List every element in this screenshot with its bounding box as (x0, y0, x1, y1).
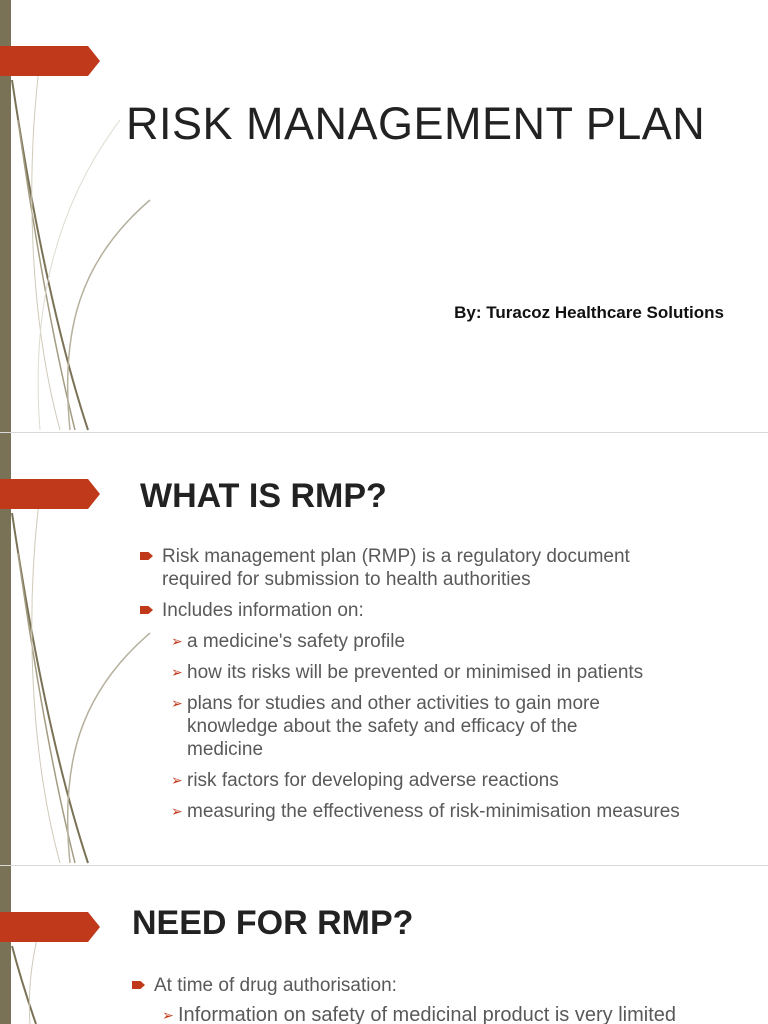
sub-bullet-list (162, 1004, 752, 1024)
list-item: ➢ a medicine's safety profile (171, 630, 731, 653)
slide-heading: NEED FOR RMP? (132, 904, 414, 942)
slide-need-for-rmp (0, 866, 768, 1024)
slide-title (0, 0, 768, 432)
list-item: ➢ risk factors for developing adverse reactions (171, 769, 731, 792)
bullet-list (140, 545, 700, 622)
list-item: ➢ how its risks will be prevented or minimised in patients (171, 661, 731, 684)
slide-heading: WHAT IS RMP? (140, 477, 387, 515)
sub-bullet-list (171, 630, 731, 823)
list-item: Risk management plan (RMP) is a regulatory document required for submission to health authorities (140, 545, 700, 591)
accent-tab (0, 479, 100, 509)
accent-tab (0, 912, 100, 942)
list-item: ➢ Information on safety of medicinal product is very limited (162, 1004, 752, 1024)
list-item: At time of drug authorisation: (132, 974, 732, 997)
curved-lines-decoration (0, 866, 160, 1024)
bullet-list (132, 974, 732, 997)
presentation-title: RISK MANAGEMENT PLAN (126, 98, 706, 149)
slide-what-is-rmp (0, 433, 768, 865)
list-item: ➢ plans for studies and other activities to gain more knowledge about the safety and efficacy of the medicine (171, 692, 657, 761)
author-byline: By: Turacoz Healthcare Solutions (454, 303, 724, 322)
list-item: Includes information on: (140, 599, 700, 622)
accent-tab (0, 46, 100, 76)
list-item: ➢ measuring the effectiveness of risk-minimisation measures (171, 800, 731, 823)
